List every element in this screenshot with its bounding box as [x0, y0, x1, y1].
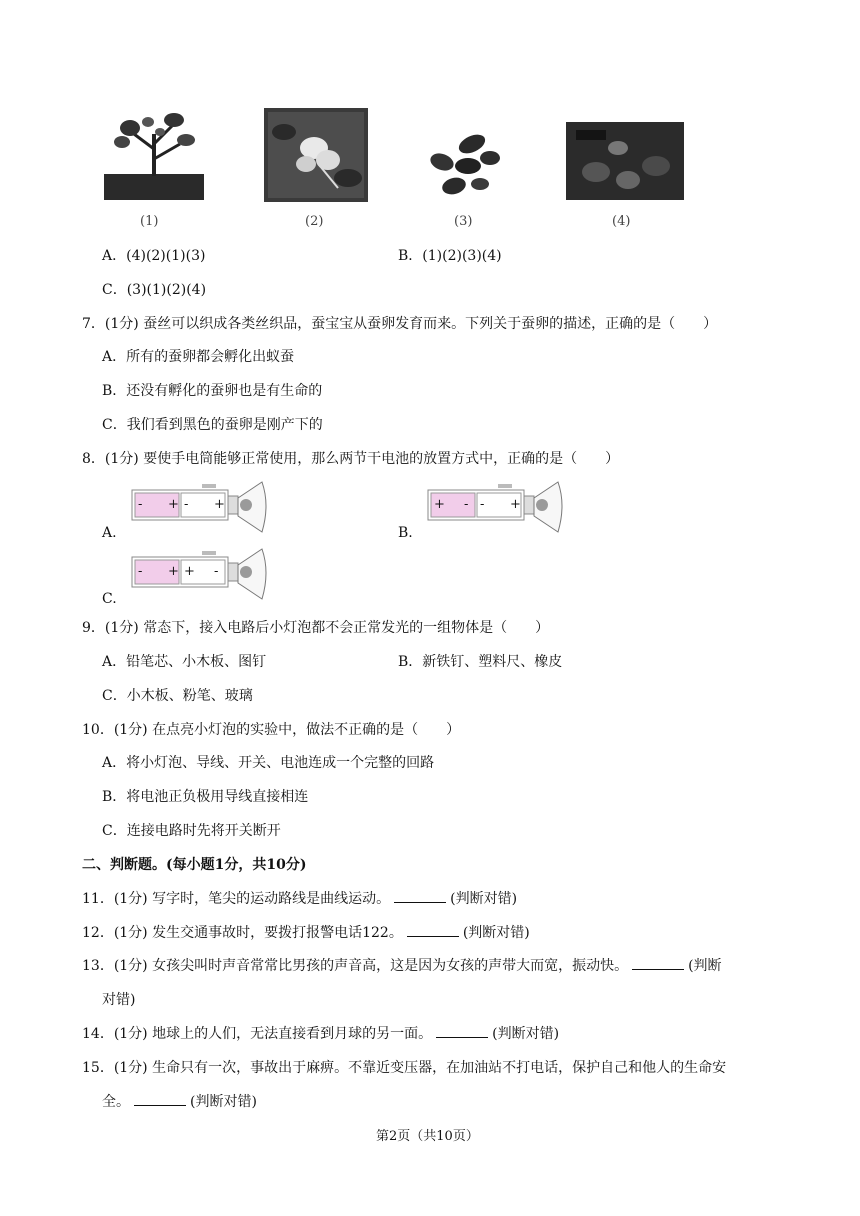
q15-answer-blank[interactable]: [134, 1093, 186, 1106]
flashlight-b-cell2-left: -: [480, 497, 485, 512]
flashlight-a-cell2-left: -: [184, 497, 189, 512]
q15-line2-text: 全。: [102, 1094, 130, 1110]
picture-3-caption: (3): [454, 214, 473, 229]
q9-stem: 9．(1分) 常态下，接入电路后小灯泡都不会正常发光的一组物体是（ ）: [82, 620, 550, 636]
q9-option-b: B．新铁钉、塑料尺、橡皮: [398, 654, 563, 670]
page-footer: 第2页（共10页）: [376, 1129, 479, 1144]
q15: 15．(1分) 生命只有一次，事故出于麻痹。不靠近变压器，在加油站不打电话，保护自己和他人的生命安: [82, 1060, 727, 1076]
q9-option-c: C．小木板、粉笔、玻璃: [102, 688, 253, 704]
flashlight-c-cell2-right: -: [214, 564, 219, 579]
q10-stem: 10．(1分) 在点亮小灯泡的实验中，做法不正确的是（ ）: [82, 722, 461, 738]
q10-option-c: C．连接电路时先将开关断开: [102, 823, 281, 839]
flashlight-b-diagram: [426, 478, 566, 538]
q6-option-c: C．(3)(1)(2)(4): [102, 282, 207, 298]
picture-1-seedling: [102, 104, 206, 204]
q12-tail: (判断对错): [462, 925, 530, 941]
flashlight-c-cell1-right: +: [168, 564, 179, 579]
q13-tail: (判断: [688, 958, 722, 974]
q10-option-b: B．将电池正负极用导线直接相连: [102, 789, 309, 805]
q8-option-c-label: C.: [102, 591, 117, 607]
flashlight-a-cell1-right: +: [168, 497, 179, 512]
q13-answer-blank[interactable]: [632, 957, 684, 970]
q14-answer-blank[interactable]: [436, 1025, 488, 1038]
picture-4-fruit-plant: [566, 118, 684, 204]
q11: [82, 890, 517, 908]
picture-2-caption: (2): [305, 214, 324, 229]
flashlight-b-cell1-right: -: [464, 497, 469, 512]
flashlight-c-cell2-left: +: [184, 564, 195, 579]
q11-answer-blank[interactable]: [394, 890, 446, 903]
q14-tail: (判断对错): [492, 1026, 560, 1042]
q12-answer-blank[interactable]: [407, 924, 459, 937]
picture-3-seeds: [424, 128, 504, 200]
q8-stem: 8．(1分) 要使手电筒能够正常使用，那么两节干电池的放置方式中，正确的是（ ）: [82, 451, 620, 467]
q10-option-a: A．将小灯泡、导线、开关、电池连成一个完整的回路: [102, 755, 435, 771]
picture-4-caption: (4): [612, 214, 631, 229]
q11-tail: (判断对错): [450, 891, 518, 907]
flashlight-b-cell2-right: +: [510, 497, 521, 512]
q8-option-a-label: A.: [102, 525, 117, 541]
q13-line2: 对错): [102, 992, 136, 1008]
q11-text: 11．(1分) 写字时，笔尖的运动路线是曲线运动。: [82, 891, 391, 907]
flashlight-a-diagram: [130, 478, 270, 538]
q6-option-b: B．(1)(2)(3)(4): [398, 248, 502, 264]
q7-option-c: C．我们看到黑色的蚕卵是刚产下的: [102, 417, 323, 433]
q15-tail: (判断对错): [190, 1094, 257, 1110]
q7-stem: 7．(1分) 蚕丝可以织成各类丝织品，蚕宝宝从蚕卵发育而来。下列关于蚕卵的描述，正确的是（ ）: [82, 316, 718, 332]
q13-text: 13．(1分) 女孩尖叫时声音常常比男孩的声音高，这是因为女孩的声带大而宽，振动快。: [82, 958, 629, 974]
q13: [82, 957, 722, 975]
flashlight-a-cell2-right: +: [214, 497, 225, 512]
flashlight-c-diagram: [130, 545, 270, 605]
q14: [82, 1025, 559, 1043]
section-2-heading: 二、判断题。(每小题1分，共10分): [82, 857, 307, 873]
picture-2-flower: [264, 108, 368, 202]
q7-option-a: A．所有的蚕卵都会孵化出蚁蚕: [102, 349, 295, 365]
q14-text: 14．(1分) 地球上的人们，无法直接看到月球的另一面。: [82, 1026, 433, 1042]
q12-text: 12．(1分) 发生交通事故时，要拨打报警电话122。: [82, 925, 403, 941]
q9-option-a: A．铅笔芯、小木板、图钉: [102, 654, 267, 670]
flashlight-b-cell1-left: +: [434, 497, 445, 512]
flashlight-c-cell1-left: -: [138, 564, 143, 579]
q8-option-b-label: B.: [398, 525, 413, 541]
q7-option-b: B．还没有孵化的蚕卵也是有生命的: [102, 383, 323, 399]
picture-1-caption: (1): [140, 214, 159, 229]
flashlight-a-cell1-left: -: [138, 497, 143, 512]
q12: [82, 924, 530, 942]
q15-line2: [102, 1093, 257, 1111]
q6-option-a: A．(4)(2)(1)(3): [102, 248, 206, 264]
